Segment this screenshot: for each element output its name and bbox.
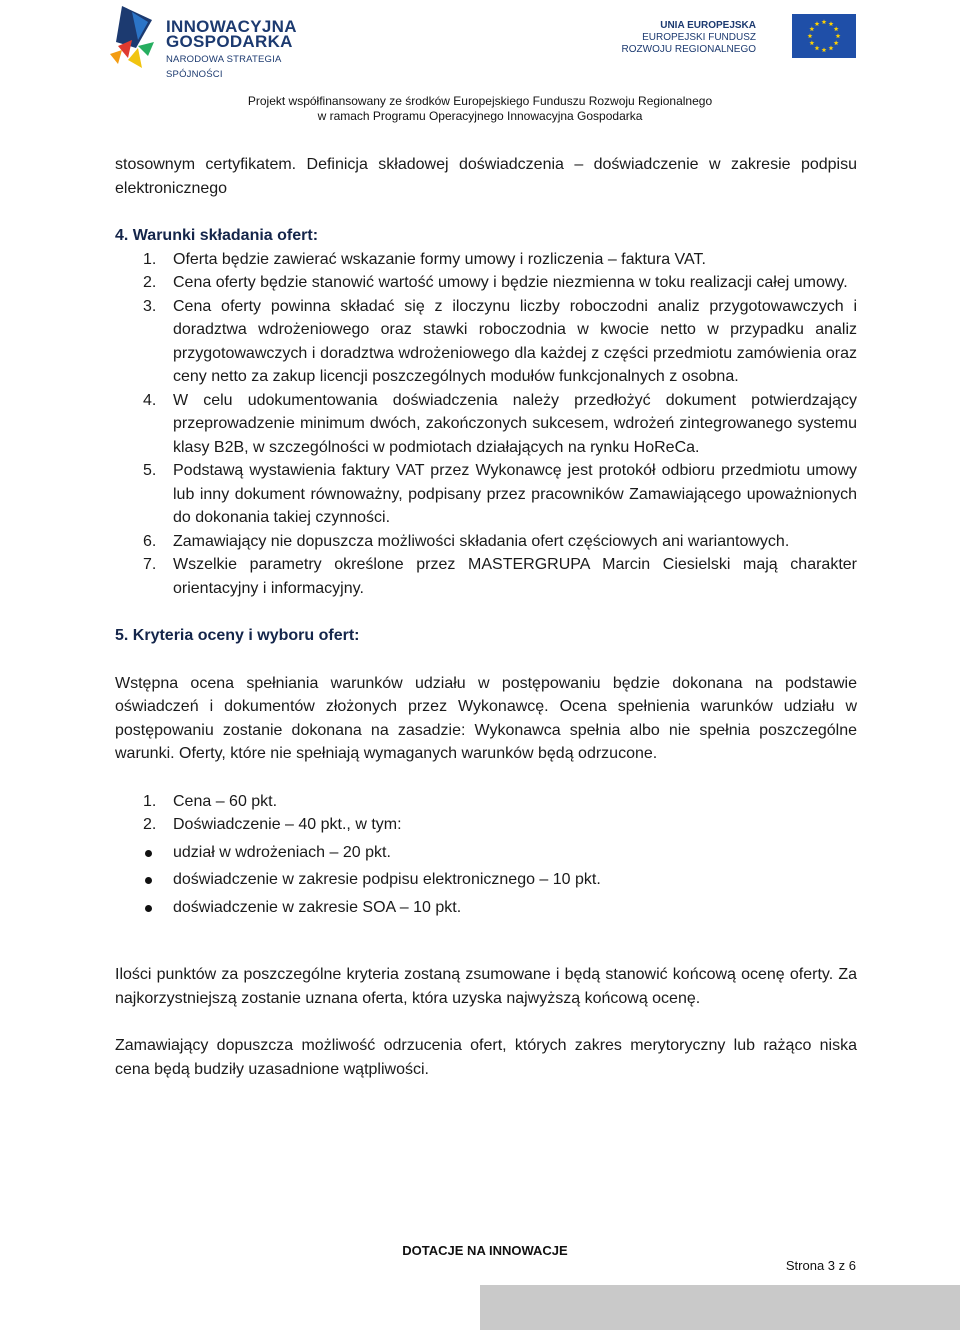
list-number: 4. xyxy=(143,391,157,409)
list-item xyxy=(115,389,857,460)
eu-line-2: EUROPEJSKI FUNDUSZ xyxy=(642,32,756,43)
bullet-text: doświadczenie w zakresie podpisu elektronicznego – 10 pkt. xyxy=(173,871,601,888)
bullet-icon xyxy=(145,850,152,857)
bullet-text: udział w wdrożeniach – 20 pkt. xyxy=(173,843,391,861)
eu-logo xyxy=(621,14,856,60)
section-4-heading: 4. Warunki składania ofert: xyxy=(115,227,319,244)
scoring-paragraph: Ilości punktów za poszczególne kryteria zostaną zsumowane i będą stanowić końcową ocenę oferty. Za najkorzystniejszą zostanie uznana oferta, która uzyska najwyższą końcową ocenę. xyxy=(115,966,857,1007)
section-5-paragraph: Wstępna ocena spełniania warunków udziału w postępowaniu będzie dokonana na podstawie oświadczeń i dokumentów złożonych przez Wykonawcę. Ocena spełnienia warunków udziału w postępowaniu zostanie dokonana na zasadzie: Wykonawca spełnia albo nie spełnia poszczególne warunki. Oferty, które nie spełniają wymaganych warunków będą odrzucone. xyxy=(115,674,857,762)
footer-bar xyxy=(480,1285,960,1330)
intro-paragraph: stosownym certyfikatem. Definicja składowej doświadczenia – doświadczenie w zakresie podpisu elektronicznego xyxy=(115,156,857,197)
list-item xyxy=(115,459,857,530)
page-header xyxy=(0,0,960,135)
logo-line-2: GOSPODARKA xyxy=(166,32,293,51)
bullet-icon xyxy=(145,877,152,884)
list-number: 1. xyxy=(143,250,157,268)
star-emblem-icon xyxy=(108,2,168,74)
eu-line-3: ROZWOJU REGIONALNEGO xyxy=(621,44,756,55)
list-item xyxy=(115,295,857,389)
logo-line-3: NARODOWA STRATEGIA SPÓJNOŚCI xyxy=(166,54,281,80)
list-text: Zamawiający nie dopuszcza możliwości składania ofert częściowych ani wariantowych. xyxy=(173,532,790,550)
bullet-item xyxy=(115,896,857,920)
section-5-heading: 5. Kryteria oceny i wyboru ofert: xyxy=(115,627,360,644)
page-number: Strona 3 z 6 xyxy=(785,1258,856,1273)
list-text: Oferta będzie zawierać wskazanie formy umowy i rozliczenia – faktura VAT. xyxy=(173,250,706,268)
eu-flag-icon xyxy=(792,14,856,58)
list-text: W celu udokumentowania doświadczenia należy przedłożyć dokument potwierdzający przeprowadzenie minimum dwóch, zakończonych sukcesem, wdrożeń zintegrowanego systemu klasy B2B, w szczególności w podmiotach działających na rynku HoReCa. xyxy=(173,391,857,456)
logo-line-1: INNOWACYJNA xyxy=(166,17,297,36)
list-text: Cena oferty powinna składać się z iloczynu liczby roboczodni analiz przygotowawczych i doradztwa wdrożeniowego oraz stawki roboczodnia w kwocie netto w przypadku analiz przygotowawczych i doradztwa wdrożeniowego dla każdej z części przedmiotu zamówienia oraz ceny netto za zakup licencji poszczególnych modułów funkcjonalnych z osobna. xyxy=(173,297,857,385)
list-text: Wszelkie parametry określone przez MASTERGRUPA Marcin Ciesielski mają charakter orientacyjny i informacyjny. xyxy=(173,556,857,597)
funding-line-2: w ramach Programu Operacyjnego Innowacyjna Gospodarka xyxy=(317,109,643,123)
list-number: 3. xyxy=(143,297,157,315)
list-number: 5. xyxy=(143,462,157,479)
criteria-item xyxy=(115,790,857,814)
criteria-text: Doświadczenie – 40 pkt., w tym: xyxy=(173,816,402,833)
list-text: Cena oferty będzie stanowić wartość umowy i będzie niezmienna w toku realizacji całej umowy. xyxy=(173,274,848,291)
list-item xyxy=(115,248,857,272)
list-number: 7. xyxy=(143,556,157,573)
innowacyjna-gospodarka-logo xyxy=(108,2,328,80)
bullet-icon xyxy=(145,905,152,912)
bullet-item xyxy=(115,868,857,892)
eu-line-1: UNIA EUROPEJSKA xyxy=(660,20,756,31)
criteria-list xyxy=(115,790,857,837)
bullet-item xyxy=(115,841,857,865)
criteria-text: Cena – 60 pkt. xyxy=(173,792,278,810)
list-text: Podstawą wystawienia faktury VAT przez Wykonawcę jest protokół odbioru przedmiotu umowy lub inny dokument równoważny, podpisany przez pracowników Zamawiającego upoważnionych do dokonania takiej czynności. xyxy=(173,462,857,526)
list-item xyxy=(115,271,857,295)
bullet-text: doświadczenie w zakresie SOA – 10 pkt. xyxy=(173,898,462,916)
list-number: 2. xyxy=(143,274,157,291)
list-number: 2. xyxy=(143,816,157,833)
funding-line-1: Projekt współfinansowany ze środków Europejskiego Funduszu Rozwoju Regionalnego xyxy=(247,94,713,108)
list-item xyxy=(115,530,857,554)
section-4-list xyxy=(115,248,857,601)
criteria-item xyxy=(115,813,857,837)
footer-title: DOTACJE NA INNOWACJE xyxy=(402,1243,568,1258)
funding-statement xyxy=(0,94,960,124)
list-number: 6. xyxy=(143,532,157,550)
document-body xyxy=(115,153,857,1081)
rejection-paragraph: Zamawiający dopuszcza możliwość odrzucenia ofert, których zakres merytoryczny lub rażąco niska cena będą budziły uzasadnione wątpliwości. xyxy=(115,1037,857,1078)
list-number: 1. xyxy=(143,792,157,810)
list-item xyxy=(115,553,857,600)
